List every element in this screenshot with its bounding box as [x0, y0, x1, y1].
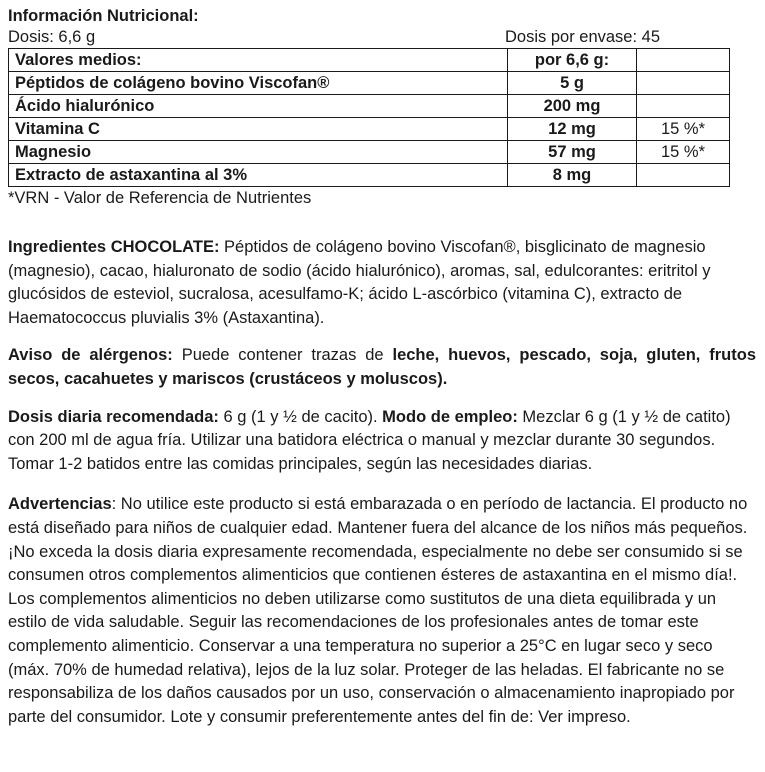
- table-row: [9, 164, 730, 187]
- usage-mode-text: Mezclar 6 g (1 y ½ de catito) con 200 ml de agua fría. Utilizar una batidora eléctrica o manual y mezclar durante 30 segundos. Tomar 1-2 batidos entre las comidas principales, según las necesidades diarias.: [8, 407, 731, 473]
- nutrient-vrn: 15 %*: [637, 118, 730, 141]
- table-row: [9, 141, 730, 164]
- header-cell-vrn: [637, 49, 730, 72]
- warnings-paragraph: [8, 493, 756, 729]
- nutrient-name: Extracto de astaxantina al 3%: [9, 164, 508, 187]
- vrn-footnote: *VRN - Valor de Referencia de Nutrientes: [8, 189, 312, 207]
- nutrient-name: Magnesio: [9, 141, 508, 164]
- dosage-paragraph: [8, 406, 756, 477]
- serving-size: Dosis: 6,6 g: [8, 28, 96, 46]
- usage-mode-label: Modo de empleo:: [382, 407, 518, 426]
- nutrient-vrn: [637, 95, 730, 118]
- ingredients-paragraph: [8, 236, 756, 330]
- table-header-row: [9, 49, 730, 72]
- nutrient-amount: 200 mg: [508, 95, 637, 118]
- table-row: [9, 118, 730, 141]
- header-cell-nutrient: Valores medios:: [9, 49, 508, 72]
- table-row: [9, 72, 730, 95]
- nutrient-name: Vitamina C: [9, 118, 508, 141]
- nutrient-amount: 12 mg: [508, 118, 637, 141]
- dosage-text: 6 g (1 y ½ de cacito).: [218, 407, 383, 426]
- page-title: Información Nutricional:: [8, 7, 199, 25]
- header-cell-amount: por 6,6 g:: [508, 49, 637, 72]
- nutrition-table: [8, 48, 730, 187]
- allergens-paragraph: [8, 344, 756, 391]
- table-row: [9, 95, 730, 118]
- nutrient-vrn: 15 %*: [637, 141, 730, 164]
- nutrient-vrn: [637, 72, 730, 95]
- warnings-text: : No utilice este producto si está embarazada o en período de lactancia. El producto no está diseñado para niños de cualquier edad. Mantener fuera del alcance de los niños más pequeños. ¡No exceda la dosis diaria expresamente recomendada, especialmente no debe ser consumido si se consumen otros complementos alimenticios que contienen ésteres de astaxantina en el mismo día!. Los complementos alimenticios no deben utilizarse como sustitutos de una dieta equilibrada y un estilo de vida saludable. Seguir las recomendaciones de los profesionales antes de tomar este complemento alimenticio. Conservar a una temperatura no superior a 25°C en lugar seco y seco (máx. 70% de humedad relativa), lejos de la luz solar. Proteger de las heladas. El fabricante no se responsabiliza de los daños causados por un uso, conservación o almacenamiento inapropiado por parte del consumidor. Lote y consumir preferentemente antes del fin de: Ver impreso.: [8, 495, 748, 726]
- nutrient-amount: 57 mg: [508, 141, 637, 164]
- allergens-list: leche, huevos, pescado, soja, gluten, frutos secos, cacahuetes y mariscos (crustáceos y moluscos).: [8, 346, 757, 388]
- allergens-label: Aviso de alérgenos:: [8, 346, 173, 365]
- nutrient-amount: 8 mg: [508, 164, 637, 187]
- nutrient-name: Ácido hialurónico: [9, 95, 508, 118]
- ingredients-text: Péptidos de colágeno bovino Viscofan®, bisglicinato de magnesio (magnesio), cacao, hialuronato de sodio (ácido hialurónico), aromas, sal, edulcorantes: eritritol y glucósidos de esteviol, sucralosa, acesulfamo-K; ácido L-ascórbico (vitamina C), extracto de Haematococcus pluvialis 3% (Astaxantina).: [8, 238, 711, 327]
- nutrient-name: Péptidos de colágeno bovino Viscofan®: [9, 72, 508, 95]
- nutrient-amount: 5 g: [508, 72, 637, 95]
- dosage-label: Dosis diaria recomendada:: [8, 407, 219, 426]
- nutrient-vrn: [637, 164, 730, 187]
- dose-line: [8, 26, 756, 48]
- allergens-text: Puede contener trazas de: [172, 346, 393, 365]
- servings-per-container: Dosis por envase: 45: [505, 28, 661, 46]
- warnings-label: Advertencias: [8, 495, 112, 514]
- ingredients-label: Ingredientes CHOCOLATE:: [8, 238, 220, 256]
- nutrition-label: [8, 6, 756, 729]
